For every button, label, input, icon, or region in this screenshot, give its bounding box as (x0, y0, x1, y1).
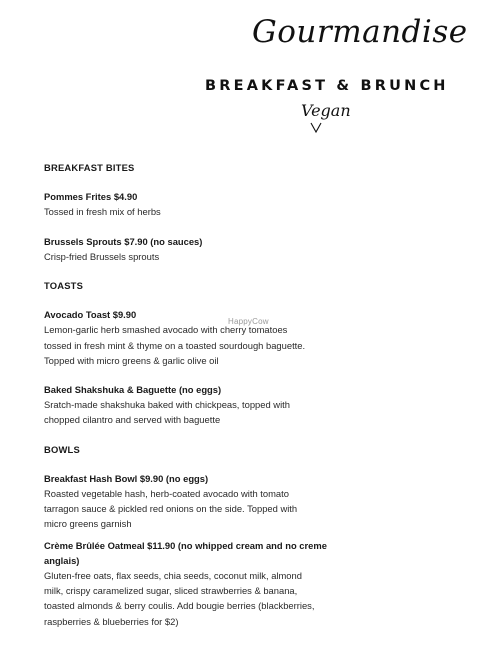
menu-item (44, 471, 464, 532)
section-title: TOASTS (44, 280, 84, 292)
item-desc: Crisp-fried Brussels sprouts (44, 250, 160, 262)
item-name: Breakfast Hash Bowl $9.90 (no eggs) (44, 472, 209, 484)
section-bowls (44, 442, 464, 629)
item-desc: Gluten-free oats, flax seeds, chia seeds, coconut milk, almond (44, 570, 302, 582)
menu-item (44, 382, 464, 428)
section-title: BOWLS (44, 443, 80, 455)
menu-item (44, 234, 464, 264)
heart-icon (309, 120, 323, 134)
section-title: BREAKFAST BITES (44, 162, 135, 173)
item-desc: chopped cilantro and served with baguette (44, 414, 221, 426)
menu-content (44, 160, 464, 629)
section-toasts (44, 278, 464, 428)
item-desc: tarragon sauce & pickled red onions on the side. Topped with (44, 503, 298, 515)
item-desc: Topped with micro greens & garlic olive oil (44, 354, 219, 366)
item-desc: raspberries & blueberries for $2) (44, 615, 179, 627)
section-breakfast-bites (44, 160, 464, 264)
item-name: Crème Brûlée Oatmeal $11.90 (no whipped cream and no creme anglais) (44, 539, 327, 566)
item-desc: Tossed in fresh mix of herbs (44, 206, 161, 218)
menu-item (44, 538, 464, 629)
menu-item (44, 189, 464, 219)
item-name: Avocado Toast $9.90 (44, 309, 137, 321)
item-desc: tossed in fresh mint & thyme on a toasted sourdough baguette. (44, 339, 306, 351)
diet-label: Vegan (301, 101, 351, 120)
item-desc: milk, crispy caramelized sugar, sliced strawberries & banana, (44, 585, 298, 597)
watermark: HappyCow (228, 317, 269, 326)
item-desc: Lemon-garlic herb smashed avocado with cherry tomatoes (44, 324, 288, 336)
item-name: Pommes Frites $4.90 (44, 191, 138, 203)
brand-logo: Gourmandise (252, 14, 468, 50)
item-desc: micro greens garnish (44, 518, 132, 530)
item-desc: toasted almonds & berry coulis. Add bougie berries (blackberries, (44, 600, 315, 612)
item-desc: Roasted vegetable hash, herb-coated avocado with tomato (44, 488, 289, 500)
item-desc: Sratch-made shakshuka baked with chickpeas, topped with (44, 399, 290, 411)
menu-title: BREAKFAST & BRUNCH (205, 78, 449, 94)
item-name: Baked Shakshuka & Baguette (no eggs) (44, 384, 222, 396)
item-name: Brussels Sprouts $7.90 (no sauces) (44, 235, 203, 247)
